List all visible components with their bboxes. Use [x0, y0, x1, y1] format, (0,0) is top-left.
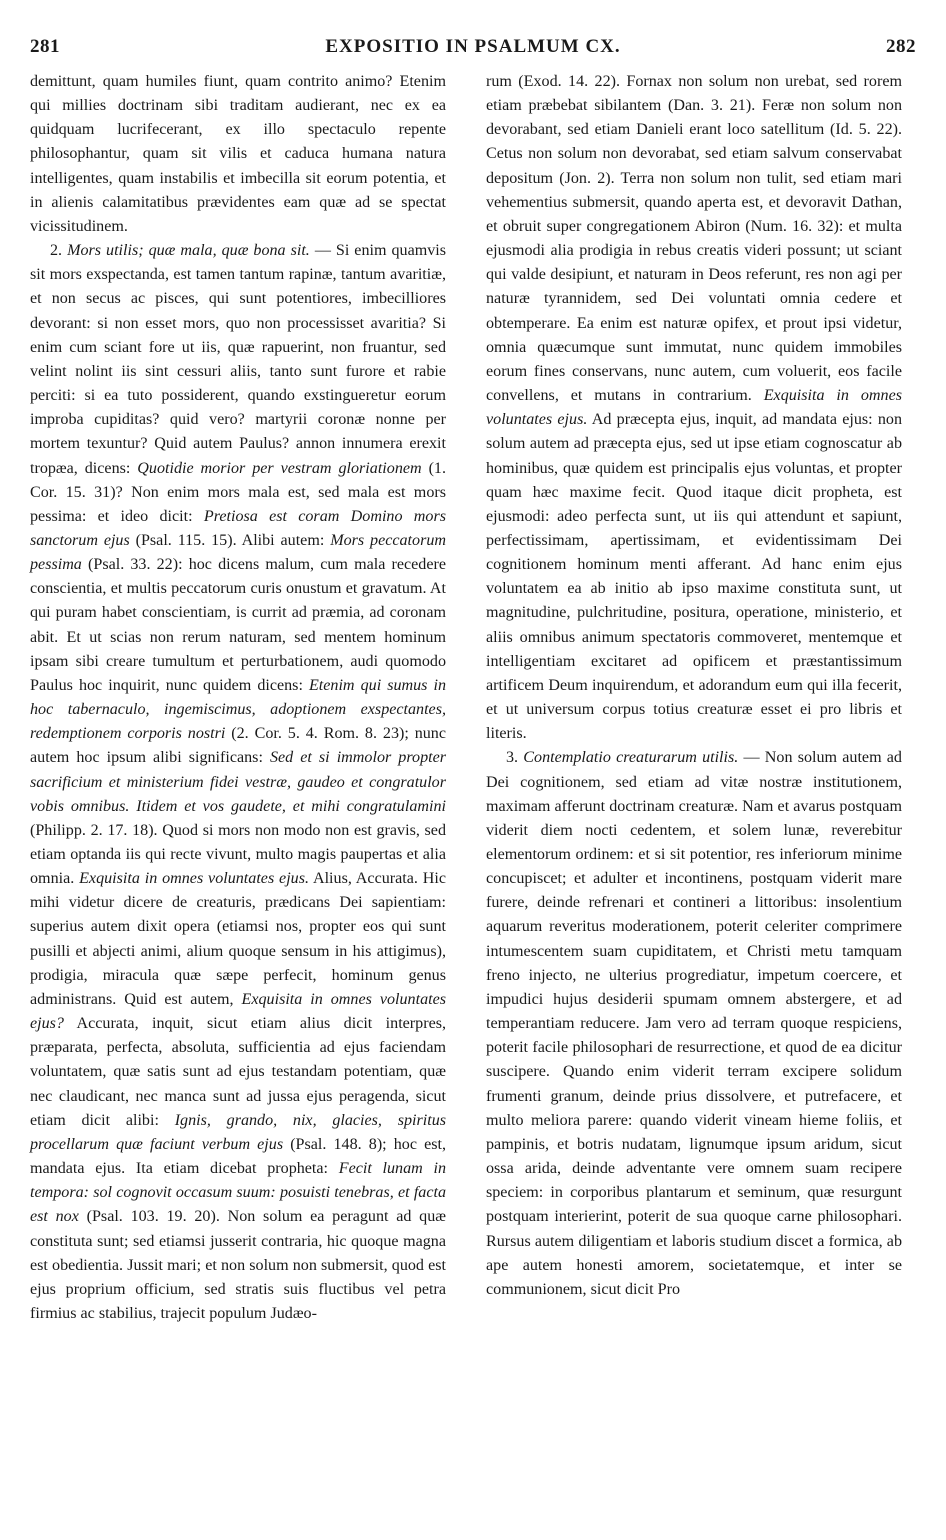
text-run: (Psal. 33. 22): hoc dicens malum, cum mala recedere conscientia, et multis peccatorum curis onustum et gravatum. At qui puram habet conscientiam, is currit ad præmia, ad coronam abit. Et ut scias non rerum naturam, sed mentem hominum ipsam sibi creare tumultum et perturbationem, audi quomodo Paulus hoc inquirit, nunc quidem dicens:: [30, 556, 446, 694]
text-run: — Non solum autem ad Dei cognitionem, sed etiam ad vitæ nostræ institutionem, maximam afferunt doctrinam creaturæ. Nam et avarus postquam viderit diem nocti cedentem, et solem lunæ, reverebitur elementorum ordinem: et si sit potentior, res inferiorum minime concupiscet; et adulter et incontinens, postquam viderit mare furere, deinde refrenari et contineri a littoribus: insolentium aquarum reveritus moderationem, poterit celeriter comprimere intumescentem suam cupiditatem, et Christi metu tamquam freno injecto, ne ulterius progrediatur, impetum coercere, et impudici hujus desiderii spumam omnem abstergere, et ad temperantiam reducere. Jam vero ad terram quoque respiciens, poterit facile philosophari de resurrectione, et quod de ea dicitur suscipere. Quando enim viderit terram excipere solidum frumenti granum, deinde prius dissolvere, et putrefacere, et multo meliora parere: quando viderit vineam hieme foliis, et pampinis, et botris nudatam, lignumque ipsum aridum, sicut ossa arida, deinde adventante vere omnem suam recipere speciem: in corporibus plantarum et seminum, quæ resurgunt postquam interierint, poterit de sua quoque carne philosophari. Rursus autem diligentiam et laboris studium discet a formica, ab ape autem honesti amorem, societatemque, et inter se communionem, sicut dicit Pro: [486, 749, 902, 1298]
text-run: (Psal. 103. 19. 20). Non solum ea peragunt ad quæ constituta sunt; sed etiamsi jusserit contraria, hic quoque magna est obedientia. Jussit mari; et non solum non submersit, quod est ejus proprium officium, sed stratis suis fluctibus vel petra firmius ac stabilius, trajecit populum Judæo-: [30, 1208, 447, 1322]
text-run: (Philipp. 2. 17. 18). Quod si mors non modo non est gravis, sed etiam optanda iis qui recte vivunt, multo magis paupertas et alia omnia.: [30, 821, 446, 888]
text-run: (2. Cor. 5. 4. Rom. 8. 23); nunc autem hoc ipsum alibi significans:: [30, 725, 446, 767]
scripture-quote: Fecit lunam in tempora: sol cognovit occasum suum: posuisti tenebras, et facta est nox: [30, 1160, 446, 1226]
text-run: (Psal. 115. 15). Alibi autem:: [129, 531, 331, 549]
page-number-left: 281: [30, 36, 60, 57]
scripture-quote: Exquisita in omnes voluntates ejus?: [30, 990, 446, 1033]
scripture-quote: Quotidie morior per vestram gloriationem: [137, 459, 422, 477]
left-column: [30, 70, 446, 1326]
section-heading: Mors utilis; quæ mala, quæ bona sit.: [67, 242, 310, 260]
right-column: [486, 70, 902, 1302]
page-number-right: 282: [886, 36, 916, 57]
paragraph-section-3: [486, 746, 902, 1302]
text-run: Ad præcepta ejus, inquit, ad mandata ejus: non solum autem ad præcepta ejus, sed ut ipse etiam cognoscatur ab hominibus, quæ quidem est principalis ejus voluntas, et propter quam hæc maxime fecit. Quod itaque dicit propheta, est ejusmodi: adeo perfecta sunt, ut iis qui attendunt et sapiunt, perfectissimam, apertissimam, et evidentissimam Dei cognitionem hominum menti afferant. Ad hanc enim ejus voluntatem ea ab initio ab ipso maxime constituta sunt, ut magnitudine, pulchritudine, positura, operatione, ministerio, et aliis omnibus animum spectatoris commoveret, mentemque et intelligentiam excitaret ad opificem et præstantissimum artificem Deum inquirendum, et adorandum eum qui illa fecerit, et ut universum corpus totius creaturæ esset ei pro libris et literis.: [486, 411, 903, 743]
text-run: (1. Cor. 15. 31)? Non enim mors mala est, sed mala est mors pessima: et ideo dicit:: [30, 459, 447, 525]
text-run: Alius, Accurata. Hic mihi videtur dicere de creaturis, prædicans Dei sapientiam: superius autem dixit opera (etiamsi nos, propter eos qui sunt pusilli et abjecti animi, alium quoque sensum in his attigimus), prodigia, miracula quæ sæpe perfecit, hominum genus administrans. Quid est autem,: [30, 870, 446, 1008]
scripture-quote: Exquisita in omnes voluntates ejus.: [486, 387, 902, 429]
section-number: 2.: [50, 242, 63, 260]
section-heading: Contemplatio creaturarum utilis.: [523, 749, 739, 767]
section-number: 3.: [506, 749, 519, 767]
scripture-quote: Exquisita in omnes voluntates ejus.: [79, 870, 309, 888]
text-run: (Psal. 148. 8); hoc est, mandata ejus. Ita etiam dicebat propheta:: [30, 1135, 446, 1178]
text-run: rum (Exod. 14. 22). Fornax non solum non urebat, sed rorem etiam præbebat sibilantem (Dan. 3. 21). Feræ non solum non devorabant, sed etiam Danieli erant loco satellitum (Id. 5. 22). Cetus non solum non devorabat, sed etiam salvum conservabat depositum (Jon. 2). Terra non solum non tulit, sed etiam mari vehementius submersit, quando aperta est, et devoravit Dathan, et obruit super congregationem Abiron (Num. 16. 32): et multa ejusmodi alia prodigia in rebus creatis videri possunt; ut sciant qui valde desipiunt, et naturam in Deos referunt, res non agi per naturæ tyrannidem, sed Dei voluntati omnia cedere et obtemperare. Ea enim est naturæ opifex, et prout ipsi videtur, omnia quæcumque sunt immutat, nunc quidem immobiles eorum fines conservans, nunc autem, cum voluerit, eos facile convellens, et mutans in contrarium.: [486, 73, 902, 405]
scripture-quote: Etenim qui sumus in hoc tabernaculo, ingemiscimus, adoptionem exspectantes, redemptionem corporis nostri: [30, 676, 447, 743]
paragraph-continued: [486, 70, 902, 746]
text-run: Accurata, inquit, sicut etiam alius dicit interpres, præparata, perfecta, absoluta, sufficientia ad ejus faciendam voluntatem, quæ satis sunt ad ejus testandam potentiam, quæ nec claudicant, nec manca sunt ad jussa ejus peragenda, sicut etiam dicit alibi:: [30, 1015, 446, 1129]
scripture-quote: Sed et si immolor propter sacrificium et ministerium fidei vestræ, gaudeo et congratulor vobis omnibus. Itidem et vos gaudete, et mihi congratulamini: [30, 749, 446, 815]
paragraph-section-2: [30, 239, 446, 1326]
scripture-quote: Ignis, grando, nix, glacies, spiritus procellarum quæ faciunt verbum ejus: [30, 1111, 447, 1153]
paragraph: demittunt, quam humiles fiunt, quam contrito animo? Etenim qui millies doctrinam sibi traditam audierant, nec ex ea quidquam lucrifecerant, ex illo spectaculo repente philosophantur, quam sit vilis et caduca humana natura intelligentes, quam instabilis et imbecilla sit eorum potentia, et in alienis calamitatibus prævidentes eam quæ ad se spectat vicissitudinem.: [30, 73, 446, 235]
scripture-quote: Pretiosa est coram Domino mors sanctorum ejus: [30, 507, 446, 549]
scripture-quote: Mors peccatorum pessima: [30, 531, 447, 574]
text-run: — Si enim quamvis sit mors exspectanda, est tamen tantum rapinæ, tantum avaritiæ, et non secus ac pisces, qui sunt potentiores, imbecilliores devorant: si non esset mors, quo non processisset avaritia? Si enim cum sciant fore ut iis, quæ rapuerint, non fruantur, sed velint nolint iis sint cessuri aliis, tanto sunt furore et rabie perciti: si ea tuto possiderent, quando exstingueretur eorum improba cupiditas? quid vero? martyrii coronæ nonne per mortem texuntur? Quid autem Paulus? annon innumera erexit tropæa, dicens:: [30, 242, 447, 477]
running-title: EXPOSITIO IN PSALMUM CX.: [325, 36, 621, 57]
running-header: [30, 36, 916, 64]
